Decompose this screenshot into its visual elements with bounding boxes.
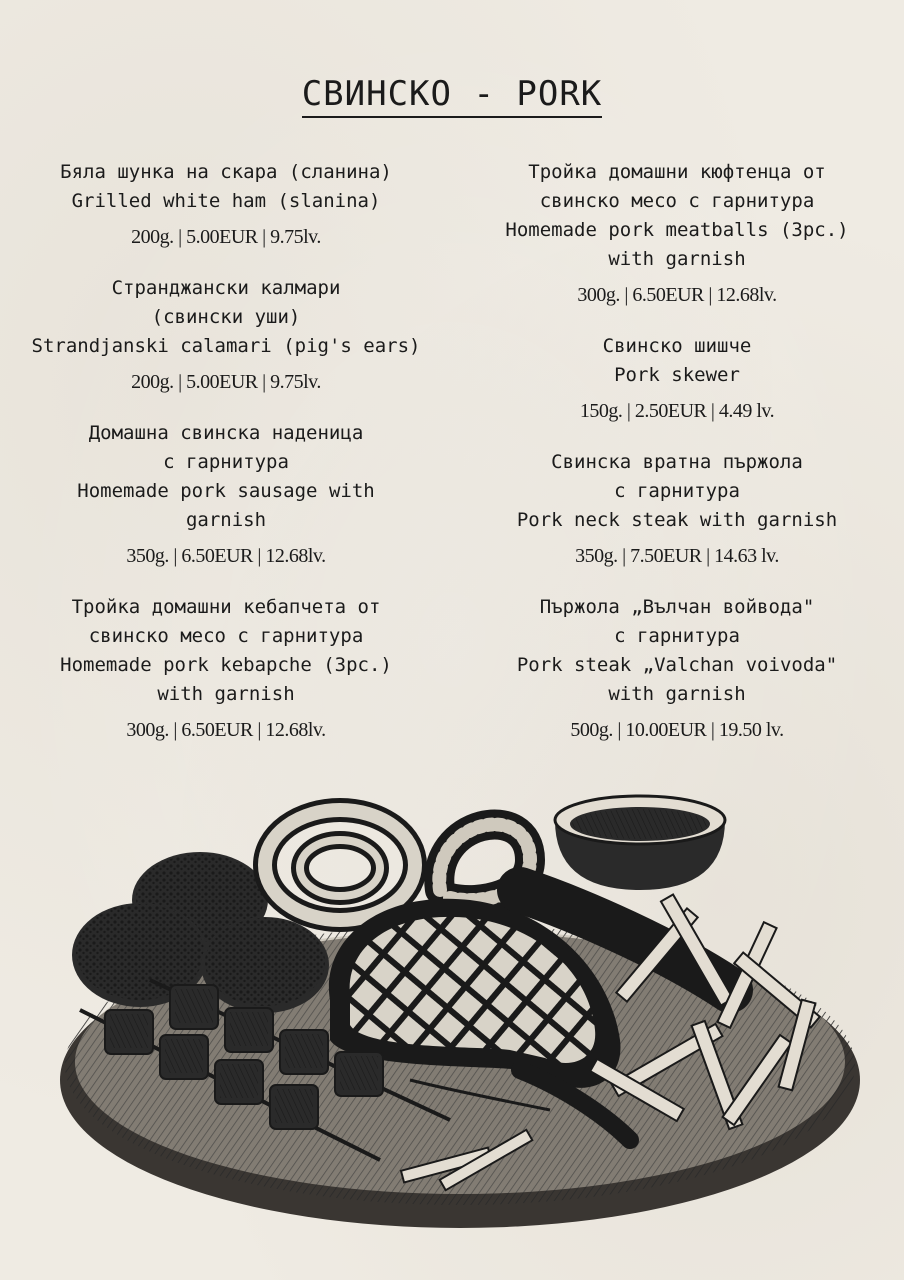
item-name-line: garnish: [185, 509, 267, 531]
item-name-line: Pork steak „Valchan voivoda": [516, 654, 838, 676]
item-name-line: Бяла шунка на скара (сланина): [60, 161, 392, 183]
item-price: 150g. | 2.50EUR | 4.49 lv.: [579, 400, 775, 422]
item-name-line: свинско месо с гарнитура: [539, 190, 815, 212]
item-price: 350g. | 6.50EUR | 12.68lv.: [126, 545, 326, 567]
item-name-line: Pork skewer: [614, 364, 740, 386]
item-name-line: Свинско шишче: [602, 335, 752, 357]
item-price: 300g. | 6.50EUR | 12.68lv.: [577, 284, 777, 306]
sauce-bowl: [555, 796, 725, 890]
item-name-line: Pork neck steak with garnish: [516, 509, 838, 531]
menu-title-text: СВИНСКО - PORK: [302, 74, 603, 118]
item-price: 500g. | 10.00EUR | 19.50 lv.: [570, 719, 784, 741]
item-name-line: Homemade pork meatballs (3pc.): [505, 219, 849, 241]
item-name-line: Grilled white ham (slanina): [71, 190, 381, 212]
item-name-line: (свински уши): [151, 306, 301, 328]
item-name-line: с гарнитура: [614, 480, 740, 502]
menu-item: [14, 419, 438, 569]
menu-item: [462, 158, 892, 308]
item-name-line: with garnish: [608, 683, 746, 705]
item-name-line: Homemade pork kebapche (3pc.): [60, 654, 392, 676]
item-name-line: Пържола „Вълчан войвода": [539, 596, 815, 618]
menu-item: [462, 593, 892, 743]
right-column: [462, 158, 892, 767]
item-price: 350g. | 7.50EUR | 14.63 lv.: [575, 545, 779, 567]
item-name-line: Домашна свинска наденица: [88, 422, 364, 444]
item-name-line: with garnish: [157, 683, 295, 705]
menu-item: [462, 332, 892, 424]
item-price: 200g. | 5.00EUR | 9.75lv.: [131, 371, 321, 393]
item-name-line: Странджански калмари: [111, 277, 341, 299]
item-name-line: с гарнитура: [163, 451, 289, 473]
item-name-line: с гарнитура: [614, 625, 740, 647]
item-price: 300g. | 6.50EUR | 12.68lv.: [126, 719, 326, 741]
item-price: 200g. | 5.00EUR | 9.75lv.: [131, 226, 321, 248]
item-name-line: свинско месо с гарнитура: [88, 625, 364, 647]
left-column: [14, 158, 438, 767]
item-name-line: with garnish: [608, 248, 746, 270]
item-name-line: Тройка домашни кебапчета от: [71, 596, 381, 618]
menu-item: [14, 158, 438, 250]
menu-item: [14, 274, 438, 395]
item-name-line: Тройка домашни кюфтенца от: [528, 161, 826, 183]
menu-title: [0, 74, 904, 114]
coiled-sausage: [265, 810, 415, 920]
menu-item: [14, 593, 438, 743]
menu-item: [462, 448, 892, 569]
meat-platter-illustration: [50, 780, 860, 1240]
item-name-line: Strandjanski calamari (pig's ears): [31, 335, 421, 357]
item-name-line: Homemade pork sausage with: [77, 480, 375, 502]
item-name-line: Свинска вратна пържола: [551, 451, 803, 473]
